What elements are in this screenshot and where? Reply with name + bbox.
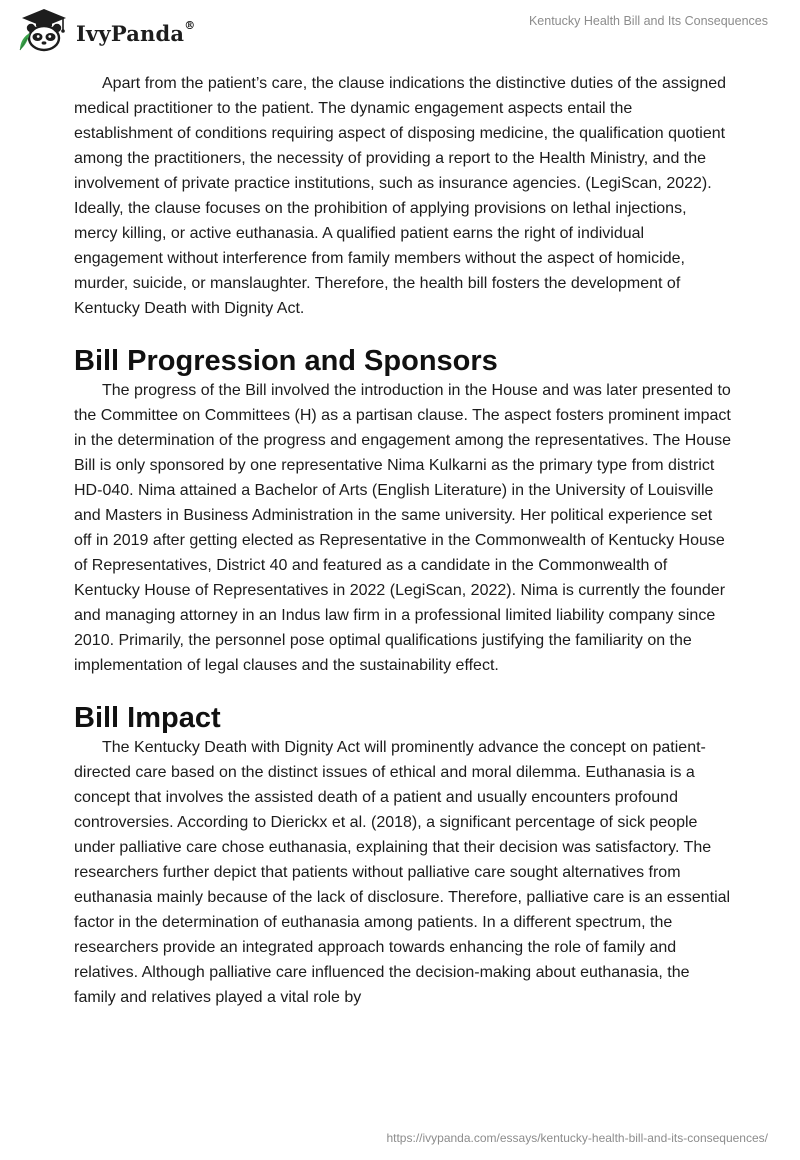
- brand-name: IvyPanda®: [76, 18, 196, 46]
- paragraph-patient-care: Apart from the patient’s care, the clause indications the distinctive duties of the assigned medical practitioner to the patient. The dynamic engagement aspects entail the establishment of conditions requiring aspect of disposing medicine, the qualification quotient among the practitioners, the necessity of providing a report to the Health Ministry, and the involvement of private practice institutions, such as insurance agencies. (LegiScan, 2022). Ideally, the clause focuses on the prohibition of applying provisions on lethal injections, mercy killing, or active euthanasia. A qualified patient earns the right of individual engagement without interference from family members without the aspect of homicide, murder, suicide, or manslaughter. Therefore, the health bill fosters the development of Kentucky Death with Dignity Act.: [74, 75, 727, 317]
- registered-mark: ®: [184, 18, 196, 32]
- paragraph-bill-progression: The progress of the Bill involved the introduction in the House and was later presented to the Committee on Committees (H) as a partisan clause. The aspect fosters prominent impact in the determination of the progress and engagement among the representatives. The House Bill is only sponsored by one representative Nima Kulkarni as the primary type from district HD-040. Nima attained a Bachelor of Arts (English Literature) in the University of Louisville and Masters in Business Administration in the same university. Her political experience set off in 2019 after getting elected as Representative in the Commonwealth of Kentucky House of Representatives, District 40 and featured as a candidate in the Commonwealth of Kentucky House of Representatives in 2022 (LegiScan, 2022). Nima is currently the founder and managing attorney in an Indus law firm in a professional limited liability company since 2010. Primarily, the personnel pose optimal qualifications justifying the familiarity on the implementation of legal clauses and the sustainability effect.: [74, 382, 732, 674]
- brand-logo[interactable]: [14, 6, 195, 54]
- article-body: [74, 71, 734, 1010]
- document-title: Kentucky Health Bill and Its Consequences: [528, 14, 768, 28]
- paragraph-bill-impact: The Kentucky Death with Dignity Act will prominently advance the concept on patient-directed care based on the distinct issues of ethical and moral dilemma. Euthanasia is a concept that involves the assisted death of a patient and usually encounters profound controversies. According to Dierickx et al. (2018), a significant percentage of sick people under palliative care chose euthanasia, explaining that their decision was satisfactory. The researchers further depict that patients without palliative care sought alternatives from euthanasia mainly because of the lack of disclosure. Therefore, palliative care is an essential factor in the determination of euthanasia among patients. In a different spectrum, the researchers provide an integrated approach towards enhancing the role of family and relatives. Although palliative care influenced the decision-making about euthanasia, the family and relatives played a vital role by: [74, 739, 731, 1006]
- heading-bill-impact: Bill Impact: [74, 702, 221, 734]
- page-header: [0, 0, 800, 68]
- panda-graduate-logo-icon: [14, 6, 72, 54]
- heading-bill-progression: Bill Progression and Sponsors: [74, 345, 498, 377]
- source-url[interactable]: https://ivypanda.com/essays/kentucky-health-bill-and-its-consequences/: [386, 1131, 768, 1145]
